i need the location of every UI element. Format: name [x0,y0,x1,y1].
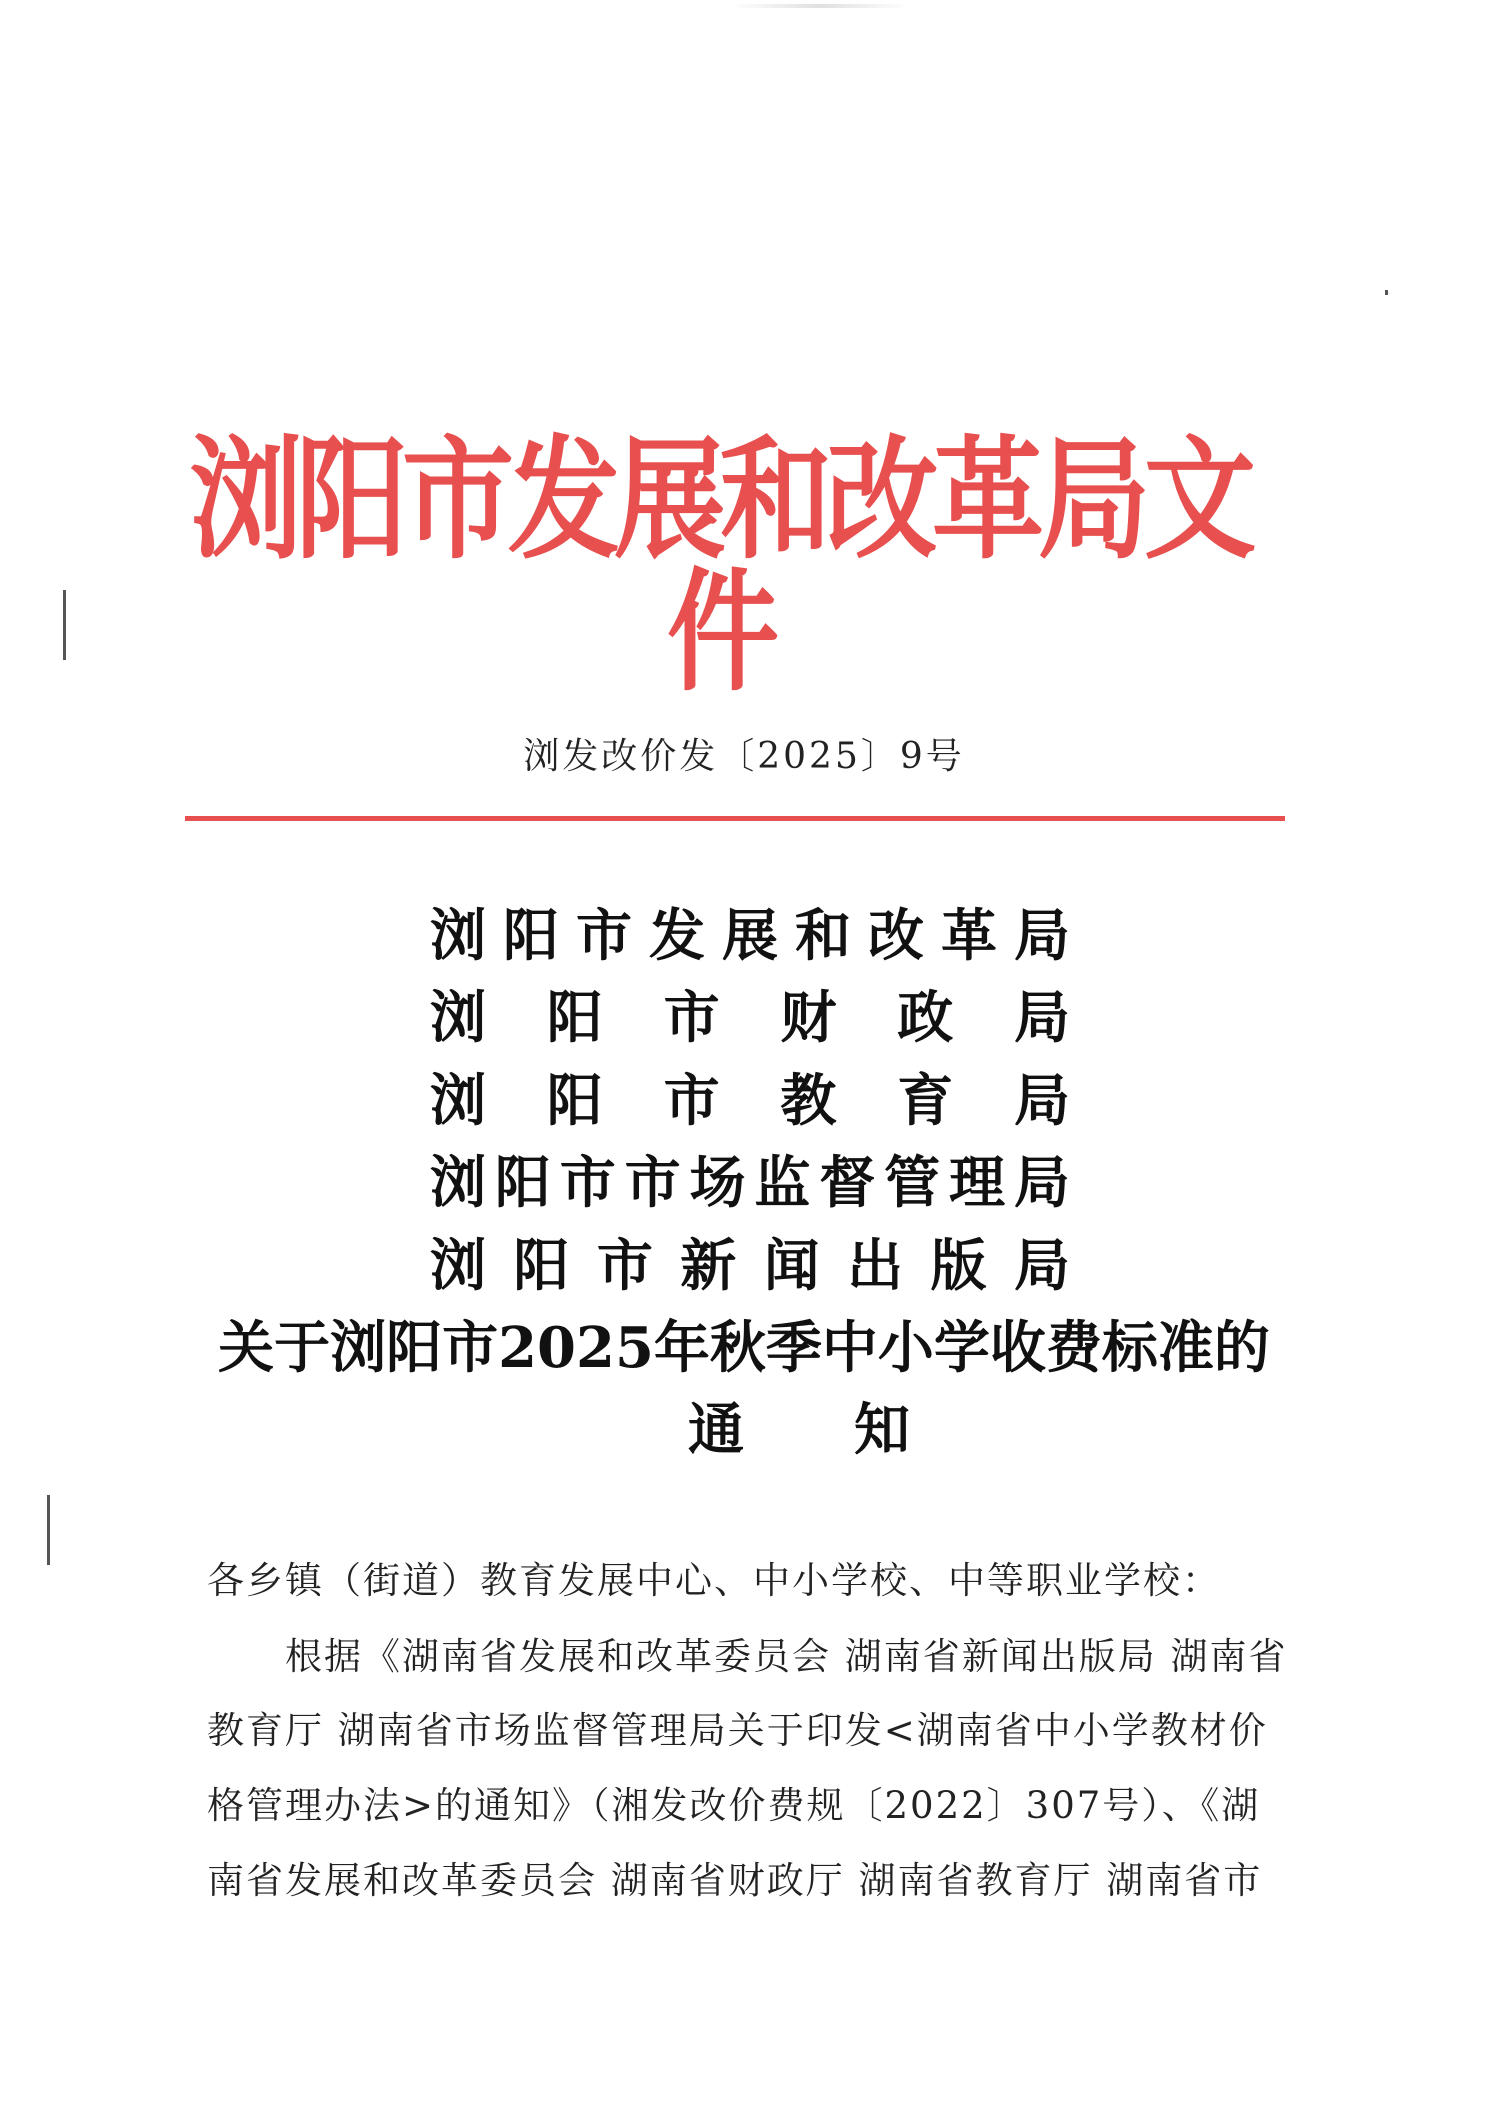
agency-char: 展 [722,903,778,969]
agency-name [430,903,1070,969]
agency-name [430,1233,1070,1299]
red-divider-rule [185,816,1285,821]
agency-char: 市 [559,1150,616,1216]
agency-char: 市 [624,1150,681,1216]
agency-name [430,985,1070,1051]
agency-char: 阳 [546,985,603,1051]
agency-char: 管 [884,1150,941,1216]
agency-char: 市 [663,1068,720,1134]
agency-char: 局 [1013,1068,1070,1134]
masthead-title: 浏阳市发展和改革局文件 [190,424,1250,710]
agency-char: 市 [663,985,720,1051]
salutation: 各乡镇（街道）教育发展中心、中小学校、中等职业学校： [207,1559,1221,1602]
notice-title-line-2: 通知 [688,1397,1020,1463]
agency-char: 财 [780,985,837,1051]
body-paragraph-line: 南省发展和改革委员会 湖南省财政厅 湖南省教育厅 湖南省市 [207,1859,1263,1902]
binding-hole-mark [63,590,66,660]
agency-char: 督 [819,1150,876,1216]
agency-char: 教 [780,1068,837,1134]
agency-char: 版 [930,1233,987,1299]
agency-char: 政 [897,985,954,1051]
body-paragraph-line: 教育厅 湖南省市场监督管理局关于印发<湖南省中小学教材价 [207,1709,1268,1752]
agency-char: 浏 [430,1068,486,1134]
agency-char: 局 [1014,903,1070,969]
agency-char: 局 [1013,1233,1070,1299]
binding-hole-mark [47,1495,50,1565]
scan-speck [1385,290,1388,295]
agency-char: 局 [1013,985,1070,1051]
agency-char: 浏 [430,985,486,1051]
agency-char: 发 [649,903,705,969]
agency-char: 阳 [503,903,559,969]
agency-char: 革 [941,903,997,969]
agency-name [430,1068,1070,1134]
agency-char: 浏 [430,903,486,969]
agency-char: 理 [949,1150,1005,1216]
agency-char: 市 [596,1233,653,1299]
agency-char: 阳 [513,1233,570,1299]
agency-char: 育 [897,1068,954,1134]
agency-char: 浏 [430,1150,486,1216]
agency-char: 局 [1013,1150,1070,1216]
agency-char: 阳 [494,1150,551,1216]
agency-char: 新 [680,1233,737,1299]
agency-char: 浏 [430,1233,486,1299]
agency-name [430,1150,1070,1216]
agency-char: 市 [576,903,632,969]
agency-char: 闻 [763,1233,820,1299]
agency-char: 和 [795,903,851,969]
agency-char: 场 [689,1150,746,1216]
body-paragraph-line: 格管理办法>的通知》（湘发改价费规〔2022〕307号）、《湖 [207,1784,1261,1827]
agency-char: 改 [868,903,924,969]
agency-char: 阳 [546,1068,603,1134]
notice-title-line-1: 关于浏阳市2025年秋季中小学收费标准的 [218,1315,1270,1381]
scan-smudge [730,4,910,8]
body-paragraph-line: 根据《湖南省发展和改革委员会 湖南省新闻出版局 湖南省 [285,1635,1288,1678]
agency-char: 出 [847,1233,904,1299]
agency-char: 监 [754,1150,811,1216]
document-number: 浏发改价发〔2025〕9号 [523,736,965,777]
